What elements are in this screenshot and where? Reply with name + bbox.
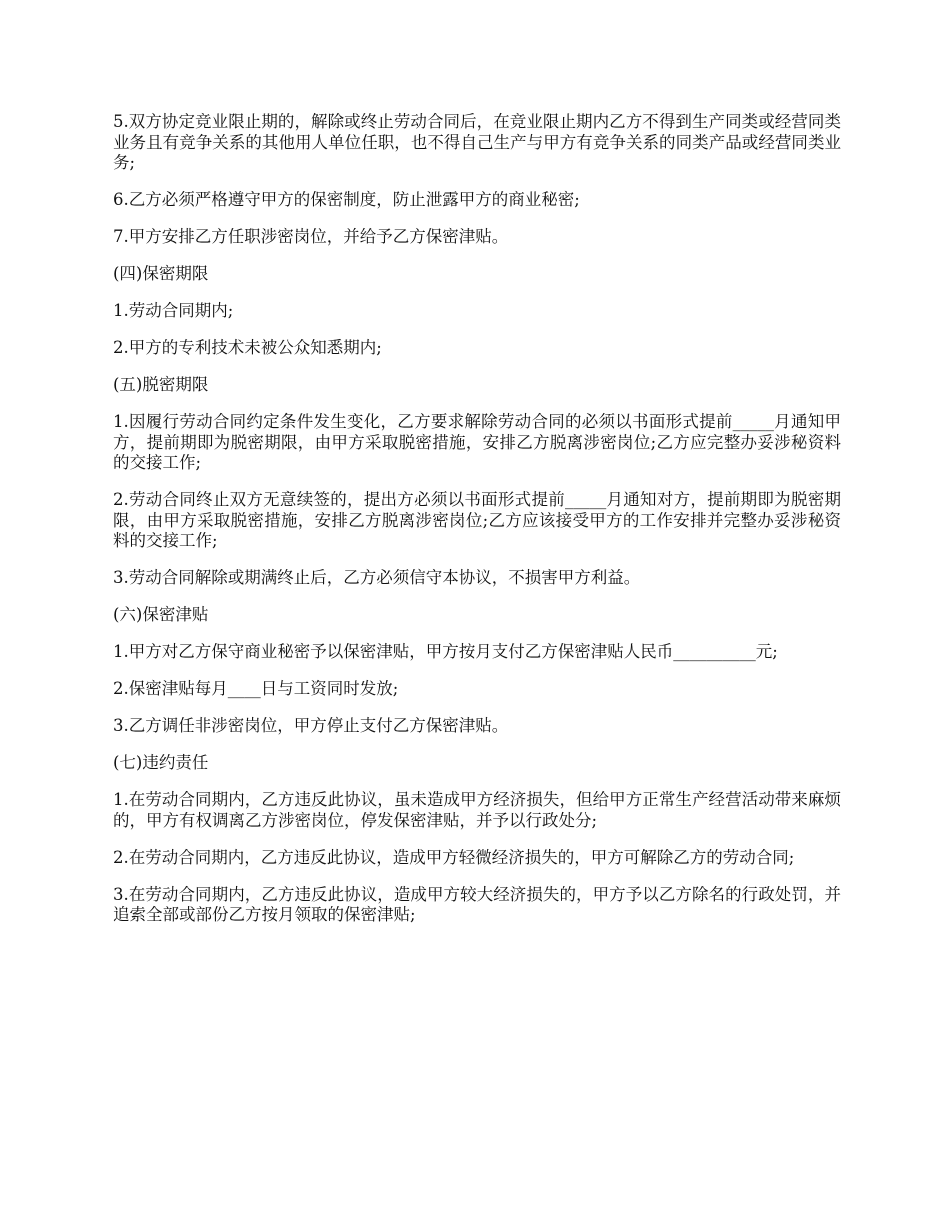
paragraph: 5.双方协定竞业限止期的，解除或终止劳动合同后，在竞业限止期内乙方不得到生产同类或经营同类业务且有竞争关系的其他用人单位任职，也不得自己生产与甲方有竞争关系的同类产品或经营同类业务; xyxy=(113,112,841,172)
paragraph: 7.甲方安排乙方任职涉密岗位，并给予乙方保密津贴。 xyxy=(113,227,509,246)
section-heading: (六)保密津贴 xyxy=(113,605,209,624)
paragraph: 3.劳动合同解除或期满终止后，乙方必须信守本协议，不损害甲方利益。 xyxy=(113,568,641,587)
paragraph: 1.在劳动合同期内，乙方违反此协议，虽未造成甲方经济损失，但给甲方正常生产经营活动带来麻烦的，甲方有权调离乙方涉密岗位，停发保密津贴，并予以行政处分; xyxy=(113,790,841,830)
section-heading: (七)违约责任 xyxy=(113,753,209,772)
section-heading: (四)保密期限 xyxy=(113,264,209,283)
paragraph: 2.在劳动合同期内，乙方违反此协议，造成甲方轻微经济损失的，甲方可解除乙方的劳动合同; xyxy=(113,847,795,867)
paragraph: 3.在劳动合同期内，乙方违反此协议，造成甲方较大经济损失的，甲方予以乙方除名的行政处罚，并追索全部或部份乙方按月领取的保密津贴; xyxy=(113,884,841,924)
paragraph: 1.因履行劳动合同约定条件发生变化，乙方要求解除劳动合同的必须以书面形式提前_____月通知甲方，提前期即为脱密期限，由甲方采取脱密措施，安排乙方脱离涉密岗位;乙方应完整办妥涉秘资料的交接工作; xyxy=(113,412,841,472)
paragraph: 2.甲方的专利技术未被公众知悉期内; xyxy=(113,338,382,357)
document-body xyxy=(113,112,841,942)
paragraph: 1.甲方对乙方保守商业秘密予以保密津贴，甲方按月支付乙方保密津贴人民币__________元; xyxy=(113,642,778,661)
section-heading: (五)脱密期限 xyxy=(113,375,209,394)
paragraph: 3.乙方调任非涉密岗位，甲方停止支付乙方保密津贴。 xyxy=(113,716,509,735)
paragraph: 2.保密津贴每月____日与工资同时发放; xyxy=(113,679,399,698)
paragraph: 6.乙方必须严格遵守甲方的保密制度，防止泄露甲方的商业秘密; xyxy=(113,190,580,209)
paragraph: 2.劳动合同终止双方无意续签的，提出方必须以书面形式提前_____月通知对方，提前期即为脱密期限，由甲方采取脱密措施，安排乙方脱离涉密岗位;乙方应该接受甲方的工作安排并完整办妥涉秘资料的交接工作; xyxy=(113,490,841,550)
paragraph: 1.劳动合同期内; xyxy=(113,301,234,320)
